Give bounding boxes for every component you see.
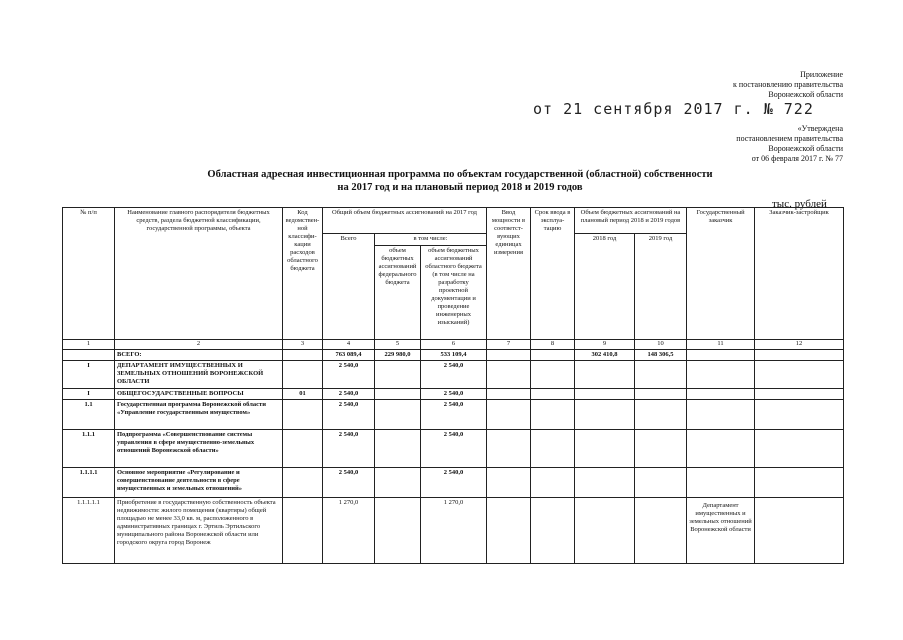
cell-capacity [487,350,531,361]
header-code: Код ведомствен-ной классифи-кации расходов областного бюджета [283,208,323,340]
cell-capacity [487,430,531,468]
cell-num: 1.1.1.1 [63,468,115,498]
title-line: на 2017 год и на плановый период 2018 и 2019 годов [337,182,583,193]
approval-line: от 06 февраля 2017 г. № 77 [751,154,843,163]
cell-name: Государственная программа Воронежской области «Управление государственным имуществом» [115,400,283,430]
cell-all: 763 089,4 [323,350,375,361]
cell-2019 [635,389,687,400]
cell-customer [687,400,755,430]
cell-num: 1.1.1 [63,430,115,468]
cell-all: 2 540,0 [323,400,375,430]
cell-customer [687,468,755,498]
column-number: 4 [323,340,375,350]
table-row [63,389,844,400]
cell-customer [687,350,755,361]
header-num: № п/п [63,208,115,340]
header-2019: 2019 год [635,234,687,340]
cell-term [531,361,575,389]
cell-developer [755,468,844,498]
cell-code [283,400,323,430]
cell-developer [755,498,844,564]
cell-developer [755,350,844,361]
header-all: Всего [323,234,375,340]
table-row [63,498,844,564]
cell-all: 1 270,0 [323,498,375,564]
header-2018: 2018 год [575,234,635,340]
table-row [63,400,844,430]
table-row [63,430,844,468]
header-total-2017: Общий объем бюджетных ассигнований на 2017 год [323,208,487,234]
approval-line: «Утверждена [797,124,843,133]
cell-2018 [575,498,635,564]
header-plan: Объем бюджетных ассигнований на плановый период 2018 и 2019 годов [575,208,687,234]
cell-2019 [635,400,687,430]
approval-line: Воронежской области [768,144,843,153]
column-number: 8 [531,340,575,350]
cell-capacity [487,389,531,400]
cell-2018 [575,468,635,498]
appendix-block [543,70,843,100]
header-customer: Государственный заказчик [687,208,755,340]
cell-regional: 2 540,0 [421,361,487,389]
cell-customer [687,430,755,468]
unit-label: тыс. рублей [772,198,827,210]
cell-term [531,400,575,430]
cell-2019 [635,430,687,468]
cell-2018 [575,430,635,468]
cell-all: 2 540,0 [323,468,375,498]
cell-federal [375,468,421,498]
cell-developer [755,400,844,430]
cell-2019: 148 306,5 [635,350,687,361]
title-line: Областная адресная инвестиционная программа по объектам государственной (областной) собственности [207,169,713,180]
cell-all: 2 540,0 [323,361,375,389]
column-number: 7 [487,340,531,350]
column-number: 5 [375,340,421,350]
cell-2018 [575,389,635,400]
cell-federal [375,400,421,430]
appendix-line: к постановлению правительства [733,80,843,89]
cell-capacity [487,468,531,498]
appendix-line: Воронежской области [768,90,843,99]
column-number: 10 [635,340,687,350]
cell-customer: Департамент имущественных и земельных отношений Воронежской области [687,498,755,564]
header-term: Срок ввода в эксплуа-тацию [531,208,575,340]
cell-name: ОБЩЕГОСУДАРСТВЕННЫЕ ВОПРОСЫ [115,389,283,400]
cell-code [283,350,323,361]
column-number-row [63,340,844,350]
cell-num: 1.1.1.1.1 [63,498,115,564]
cell-name: Подпрограмма «Совершенствование системы управления в сфере имущественно-земельных отношений Воронежской области» [115,430,283,468]
cell-all: 2 540,0 [323,430,375,468]
table-row [63,468,844,498]
cell-developer [755,389,844,400]
column-number: 2 [115,340,283,350]
cell-all: 2 540,0 [323,389,375,400]
header-capacity: Ввод мощности в соответст-вующих единицах измерения [487,208,531,340]
cell-regional: 2 540,0 [421,400,487,430]
header-incl: в том числе: [375,234,487,246]
cell-code [283,498,323,564]
cell-2019 [635,498,687,564]
header-regional: объем бюджетных ассигнований областного бюджета (в том числе на разработку проектной документации и проведение инженерных изысканий) [421,246,487,340]
cell-term [531,389,575,400]
cell-term [531,468,575,498]
cell-regional: 2 540,0 [421,468,487,498]
cell-code [283,468,323,498]
cell-code [283,361,323,389]
cell-num [63,350,115,361]
cell-developer [755,430,844,468]
cell-capacity [487,400,531,430]
header-name: Наименование главного распорядителя бюджетных средств, раздела бюджетной классификации, государственной программы, объекта [115,208,283,340]
cell-num: I [63,361,115,389]
cell-federal: 229 980,0 [375,350,421,361]
cell-regional: 2 540,0 [421,389,487,400]
cell-federal [375,389,421,400]
cell-capacity [487,361,531,389]
cell-regional: 2 540,0 [421,430,487,468]
column-number: 1 [63,340,115,350]
cell-2019 [635,361,687,389]
cell-capacity [487,498,531,564]
table-row [63,350,844,361]
column-number: 9 [575,340,635,350]
program-table [62,207,844,564]
cell-name: Приобретение в государственную собственность объекта недвижимости: жилого помещения (квартиры) общей площадью не менее 33,0 кв. м, расположенного в административных границах г. Эртиль Эртильского муниципального района Воронежской области или городского округа город Воронеж [115,498,283,564]
cell-regional: 533 109,4 [421,350,487,361]
cell-num: I [63,389,115,400]
cell-name: ДЕПАРТАМЕНТ ИМУЩЕСТВЕННЫХ И ЗЕМЕЛЬНЫХ ОТНОШЕНИЙ ВОРОНЕЖСКОЙ ОБЛАСТИ [115,361,283,389]
cell-customer [687,389,755,400]
document-title [180,168,740,194]
cell-code: 01 [283,389,323,400]
cell-federal [375,430,421,468]
appendix-line: Приложение [800,70,843,79]
cell-federal [375,498,421,564]
header-developer: Заказчик-застройщик [755,208,844,340]
cell-code [283,430,323,468]
cell-name: Основное мероприятие «Регулирование и совершенствование деятельности в сфере имущественных и земельных отношений» [115,468,283,498]
cell-term [531,350,575,361]
cell-regional: 1 270,0 [421,498,487,564]
cell-num: 1.1 [63,400,115,430]
date-stamp: от 21 сентября 2017 г. № 722 [533,100,814,118]
cell-term [531,430,575,468]
header-federal: объем бюджетных ассигнований федерального бюджета [375,246,421,340]
cell-2018 [575,361,635,389]
approval-block [543,124,843,164]
column-number: 12 [755,340,844,350]
cell-2018 [575,400,635,430]
cell-name: ВСЕГО: [115,350,283,361]
cell-2018: 302 410,8 [575,350,635,361]
cell-developer [755,361,844,389]
column-number: 6 [421,340,487,350]
cell-federal [375,361,421,389]
cell-customer [687,361,755,389]
column-number: 11 [687,340,755,350]
table-row [63,361,844,389]
cell-2019 [635,468,687,498]
column-number: 3 [283,340,323,350]
approval-line: постановлением правительства [736,134,843,143]
cell-term [531,498,575,564]
